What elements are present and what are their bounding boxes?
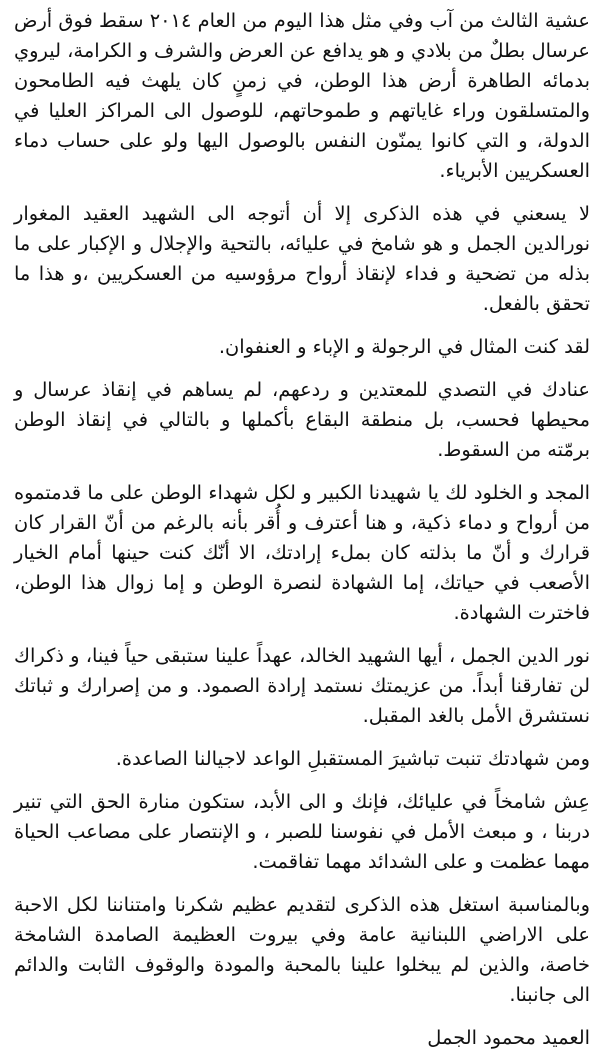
paragraph-pledge: نور الدين الجمل ، أيها الشهيد الخالد، عهداً علينا ستبقى حياً فينا، و ذكراك لن تفارقنا أبداً. من عزيمتك نستمد إرادة الصمود. و من إصرارك و ثباتك نستشرق الأمل بالغد المقبل. xyxy=(14,644,590,727)
paragraph-salute: لا يسعني في هذه الذكرى إلا أن أتوجه الى الشهيد العقيد المغوار نورالدين الجمل و هو شامخ في عليائه، بالتحية والإجلال و الإكبار على ما بذله من تضحية و فداء لإنقاذ أرواح مرؤوسيه من العسكريين ،و هذا ما تحقق بالفعل. xyxy=(14,202,590,315)
document-body xyxy=(14,6,590,1053)
signature: العميد محمود الجمل xyxy=(427,1026,590,1049)
paragraph-anniversary: عشية الثالث من آب وفي مثل هذا اليوم من العام ٢٠١٤ سقط فوق أرض عرسال بطلٌ من بلادي و هو يدافع عن العرض والشرف و الكرامة، ليروي بدمائه الطاهرة أرض هذا الوطن، في زمنٍ كان يلهث فيه الطامحون والمتسلقون وراء غاياتهم و طموحاتهم، للوصول الى المراكز العليا في الدولة، و التي كانوا يمنّون النفس بالوصول اليها ولو على حساب دماء العسكريين الأبرياء. xyxy=(14,9,591,182)
paragraph-example: لقد كنت المثال في الرجولة و الإباء و العنفوان. xyxy=(218,335,590,358)
paragraph-live-proud: عِش شامخاً في عليائك، فإنك و الى الأبد، ستكون منارة الحق التي تنير دربنا ، و مبعث الأمل في نفوسنا للصبر ، و الإنتصار على مصاعب الحياة مهما عظمت و على الشدائد مهما تفاقمت. xyxy=(14,790,590,873)
paragraph-glory: المجد و الخلود لك يا شهيدنا الكبير و لكل شهداء الوطن على ما قدمتموه من أرواح و دماء ذكية، و هنا أعترف و أُقر بأنه بالرغم من أنّ القرار كان قرارك و أنّ ما بذلته كان بملء إرادتك، الا أنّك كنت حينها أمام الخيار الأصعب في حياتك، إما الشهادة لنصرة الوطن و إما زوال هذا الوطن، فاخترت الشهادة. xyxy=(14,481,590,624)
paragraph-thanks: وبالمناسبة استغل هذه الذكرى لتقديم عظيم شكرنا وامتناننا لكل الاحبة على الاراضي اللبنانية عامة وفي بيروت العظيمة الصامدة الشامخة خاصة، والذين لم يبخلوا علينا بالمحبة والمودة والوقوف الثابت والدائم الى جانبنا. xyxy=(14,893,590,1006)
paragraph-future: ومن شهادتك تنبت تباشيرَ المستقبلِ الواعد لاجيالنا الصاعدة. xyxy=(115,747,590,770)
paragraph-defense: عنادك في التصدي للمعتدين و ردعهم، لم يساهم في إنقاذ عرسال و محيطها فحسب، بل منطقة البقاع بأكملها و بالتالي في إنقاذ الوطن برمّته من السقوط. xyxy=(14,378,590,461)
